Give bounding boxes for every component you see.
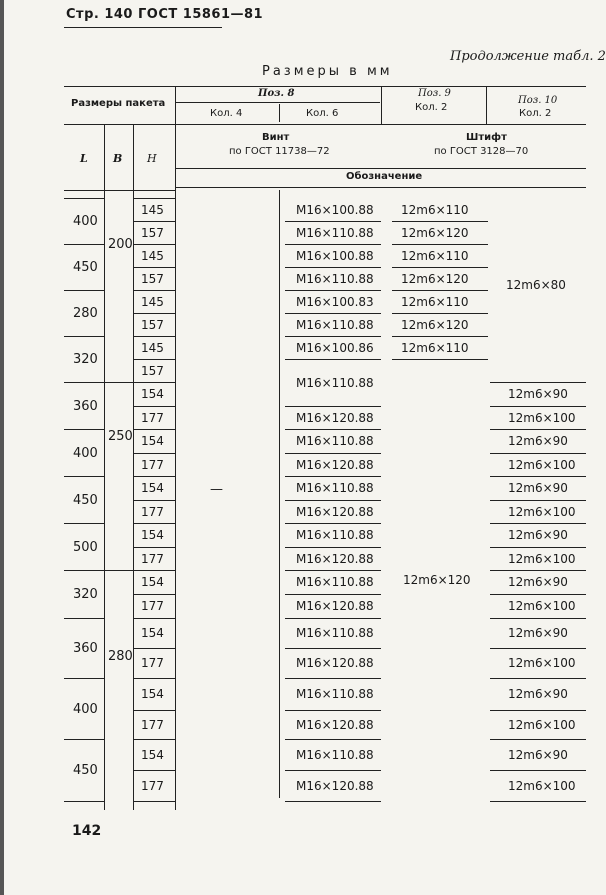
pin9-row-rule [392,336,488,337]
h-row-rule [133,313,176,314]
screw-row-rule [285,336,381,337]
h-row-rule [133,618,176,619]
pin10-value: 12m6×90 [508,747,568,762]
header-bottom-rule [64,190,176,191]
l-value: 320 [73,587,98,602]
l-group-rule [64,198,104,199]
screw-value: M16×100.86 [296,340,374,355]
l-group-rule [64,476,104,477]
h-row-rule [133,336,176,337]
l-group-rule [64,290,104,291]
l-group-rule [64,336,104,337]
screw-value: M16×120.88 [296,717,374,732]
screw-row-rule [285,678,381,679]
l-group-rule [64,244,104,245]
h-row-rule [133,382,176,383]
pin10-value: 12m6×90 [508,575,568,589]
screw-value: M16×110.88 [296,481,374,495]
h-row-rule [133,476,176,477]
designation-top-rule [176,168,586,169]
pin9-row-rule [392,359,488,360]
units-title: Размеры в мм [262,64,393,79]
b-value: 250 [108,429,133,444]
l-value: 360 [73,641,98,656]
l-value: 450 [73,492,98,508]
l-group-rule [64,523,104,524]
screw-row-rule [285,267,381,268]
col-rule-poz9-right [486,86,487,124]
pin9-row-rule [392,221,488,222]
pin10-row-rule [490,770,586,771]
pin10-row-rule [490,382,586,383]
pin10-row-rule [490,453,586,454]
pin9-value: 12m6×110 [401,248,469,263]
screw-row-rule [285,244,381,245]
header-poz8: Поз. 8 [258,88,295,99]
h-value: 177 [141,410,164,425]
l-group-rule [64,618,104,619]
screw-row-rule [285,359,381,360]
screw-row-rule [285,453,381,454]
h-value: 145 [141,202,164,217]
header-kol2b: Кол. 2 [519,108,552,119]
screw-value: M16×120.88 [296,778,374,793]
col-rule-B-right [133,124,134,810]
screw-row-rule [285,523,381,524]
pin10-row-rule [490,500,586,501]
pin10-value: 12m6×90 [508,387,568,401]
col-rule-kol6-left [279,190,280,798]
l-value: 450 [73,260,98,275]
l-value: 320 [73,352,98,367]
pin10-row-rule [490,801,586,802]
header-designation: Обозначение [346,171,423,182]
l-value: 400 [73,445,98,461]
l-value: 500 [73,539,98,555]
pin10-value: 12m6×90 [508,687,568,701]
pin10-value: 12m6×100 [508,717,576,732]
header-packet-sizes: Размеры пакета [71,98,166,109]
screw-value: M16×120.88 [296,410,374,425]
h-row-rule [133,570,176,571]
pin9-row-rule [392,313,488,314]
pin9-value: 12m6×120 [403,573,471,587]
h-row-rule [133,594,176,595]
h-row-rule [133,739,176,740]
screw-value: M16×100.88 [296,202,374,217]
screw-row-rule [285,429,381,430]
pin10-value: 12m6×90 [508,528,568,542]
pin9-row-rule [392,267,488,268]
l-group-rule [64,429,104,430]
pin9-value: 12m6×110 [401,202,469,217]
page-number: 142 [72,823,102,839]
pin10-value: 12m6×80 [506,278,566,292]
b-group-rule [104,570,133,571]
h-value: 177 [141,599,164,613]
screw-value: M16×100.83 [296,294,374,309]
col-rule-poz8-right [381,86,382,124]
pin10-row-rule [490,406,586,407]
h-row-rule [133,359,176,360]
screw-value: M16×110.88 [296,528,374,542]
h-value: 157 [141,363,164,378]
screw-value: M16×110.88 [296,575,374,589]
l-group-rule [64,801,104,802]
h-value: 145 [141,340,164,355]
pin10-row-rule [490,429,586,430]
h-value: 177 [141,457,164,472]
col-rule-kol-divider [279,104,280,122]
h-value: 145 [141,294,164,309]
screw-value: M16×110.88 [296,626,374,640]
h-row-rule [133,244,176,245]
screw-row-rule [285,221,381,222]
pin10-row-rule [490,476,586,477]
screw-row-rule [285,313,381,314]
l-group-rule [64,678,104,679]
h-value: 177 [141,504,164,519]
page-header: Стр. 140 ГОСТ 15861—81 [66,7,264,22]
screw-row-rule [285,594,381,595]
screw-value: M16×100.88 [296,248,374,263]
pin9-row-rule [392,290,488,291]
h-value: 157 [141,225,164,240]
screw-row-rule [285,570,381,571]
h-row-rule [133,221,176,222]
screw-row-rule [285,547,381,548]
h-row-rule [133,267,176,268]
header-poz10: Поз. 10 [518,95,558,106]
pin9-row-rule [392,244,488,245]
pin10-value: 12m6×100 [508,656,576,670]
screw-value: M16×120.88 [296,551,374,566]
screw-row-rule [285,406,381,407]
h-row-rule [133,429,176,430]
h-value: 157 [141,317,164,332]
header-mid-rule [64,124,586,125]
header-vint-std: по ГОСТ 11738—72 [229,146,330,157]
screw-value: M16×110.88 [296,434,374,448]
h-row-rule [133,523,176,524]
pin10-row-rule [490,739,586,740]
pin9-value: 12m6×120 [401,225,469,240]
h-row-rule [133,290,176,291]
h-row-rule [133,678,176,679]
pin10-value: 12m6×90 [508,626,568,640]
screw-value: M16×110.88 [296,271,374,286]
h-value: 154 [141,575,164,589]
pin10-row-rule [490,618,586,619]
h-row-rule [133,500,176,501]
h-row-rule [133,801,176,802]
kol4-dash: — [210,482,223,497]
screw-row-rule [285,476,381,477]
screw-row-rule [285,801,381,802]
l-value: 450 [73,763,98,778]
h-value: 154 [141,687,164,701]
h-value: 177 [141,656,164,670]
pin10-row-rule [490,570,586,571]
screw-row-rule [285,770,381,771]
page-header-rule [64,27,222,28]
pin10-row-rule [490,710,586,711]
scan-edge [0,0,4,895]
l-group-rule [64,739,104,740]
pin10-value: 12m6×90 [508,481,568,495]
pin10-row-rule [490,648,586,649]
b-value: 280 [108,648,133,664]
h-row-rule [133,648,176,649]
screw-value: M16×120.88 [296,457,374,472]
screw-row-rule [285,618,381,619]
pin10-value: 12m6×100 [508,551,576,566]
h-value: 154 [141,387,164,401]
h-row-rule [133,547,176,548]
screw-row-rule [285,500,381,501]
poz8-rule [176,102,380,103]
col-rule-H-right [175,86,176,810]
pin10-row-rule [490,594,586,595]
pin10-value: 12m6×100 [508,410,576,425]
pin10-value: 12m6×100 [508,457,576,472]
pin10-value: 12m6×90 [508,434,568,448]
h-row-rule [133,710,176,711]
h-value: 154 [141,528,164,542]
l-group-rule [64,382,104,383]
header-kol6: Кол. 6 [306,108,339,119]
h-value: 145 [141,248,164,263]
continuation-label: Продолжение табл. 2 [450,49,606,64]
screw-value: M16×120.88 [296,656,374,670]
h-row-rule [133,406,176,407]
h-value: 157 [141,271,164,286]
b-value: 200 [108,237,133,252]
h-row-rule [133,198,176,199]
b-group-rule [104,382,133,383]
screw-row-rule [285,648,381,649]
pin10-value: 12m6×100 [508,504,576,519]
h-value: 177 [141,778,164,793]
h-value: 177 [141,551,164,566]
h-value: 154 [141,626,164,640]
pin10-row-rule [490,547,586,548]
header-poz9: Поз. 9 [418,88,451,99]
screw-row-rule [285,739,381,740]
l-value: 400 [73,214,98,229]
header-shtift: Штифт [466,132,507,143]
screw-value: M16×110.88 [296,687,374,701]
l-value: 360 [73,398,98,414]
header-B: B [113,152,123,165]
h-value: 154 [141,481,164,495]
h-value: 177 [141,717,164,732]
pin9-value: 12m6×110 [401,340,469,355]
h-value: 154 [141,747,164,762]
header-kol2: Кол. 2 [415,102,448,113]
screw-value: M16×110.88 [296,747,374,762]
pin9-value: 12m6×110 [401,294,469,309]
screw-value: M16×110.88 [296,225,374,240]
pin9-value: 12m6×120 [401,271,469,286]
screw-row-rule [285,710,381,711]
h-row-rule [133,453,176,454]
screw-value: M16×120.88 [296,504,374,519]
screw-value: M16×110.88 [296,317,374,332]
header-vint: Винт [262,132,290,143]
pin9-value: 12m6×120 [401,317,469,332]
h-value: 154 [141,434,164,448]
pin10-value: 12m6×100 [508,778,576,793]
pin10-row-rule [490,678,586,679]
l-value: 400 [73,701,98,717]
pin10-row-rule [490,523,586,524]
screw-value: M16×120.88 [296,599,374,613]
col-rule-L-right [104,124,105,810]
l-group-rule [64,570,104,571]
h-row-rule [133,770,176,771]
screw-value: M16×110.88 [296,375,374,390]
designation-bottom-rule [176,187,586,188]
screw-row-rule [285,290,381,291]
header-kol4: Кол. 4 [210,108,243,119]
pin10-value: 12m6×100 [508,599,576,613]
header-shtift-std: по ГОСТ 3128—70 [434,146,529,157]
l-value: 280 [73,306,98,321]
header-H: H [147,152,157,165]
header-top-rule [64,86,586,87]
header-L: L [80,152,88,165]
